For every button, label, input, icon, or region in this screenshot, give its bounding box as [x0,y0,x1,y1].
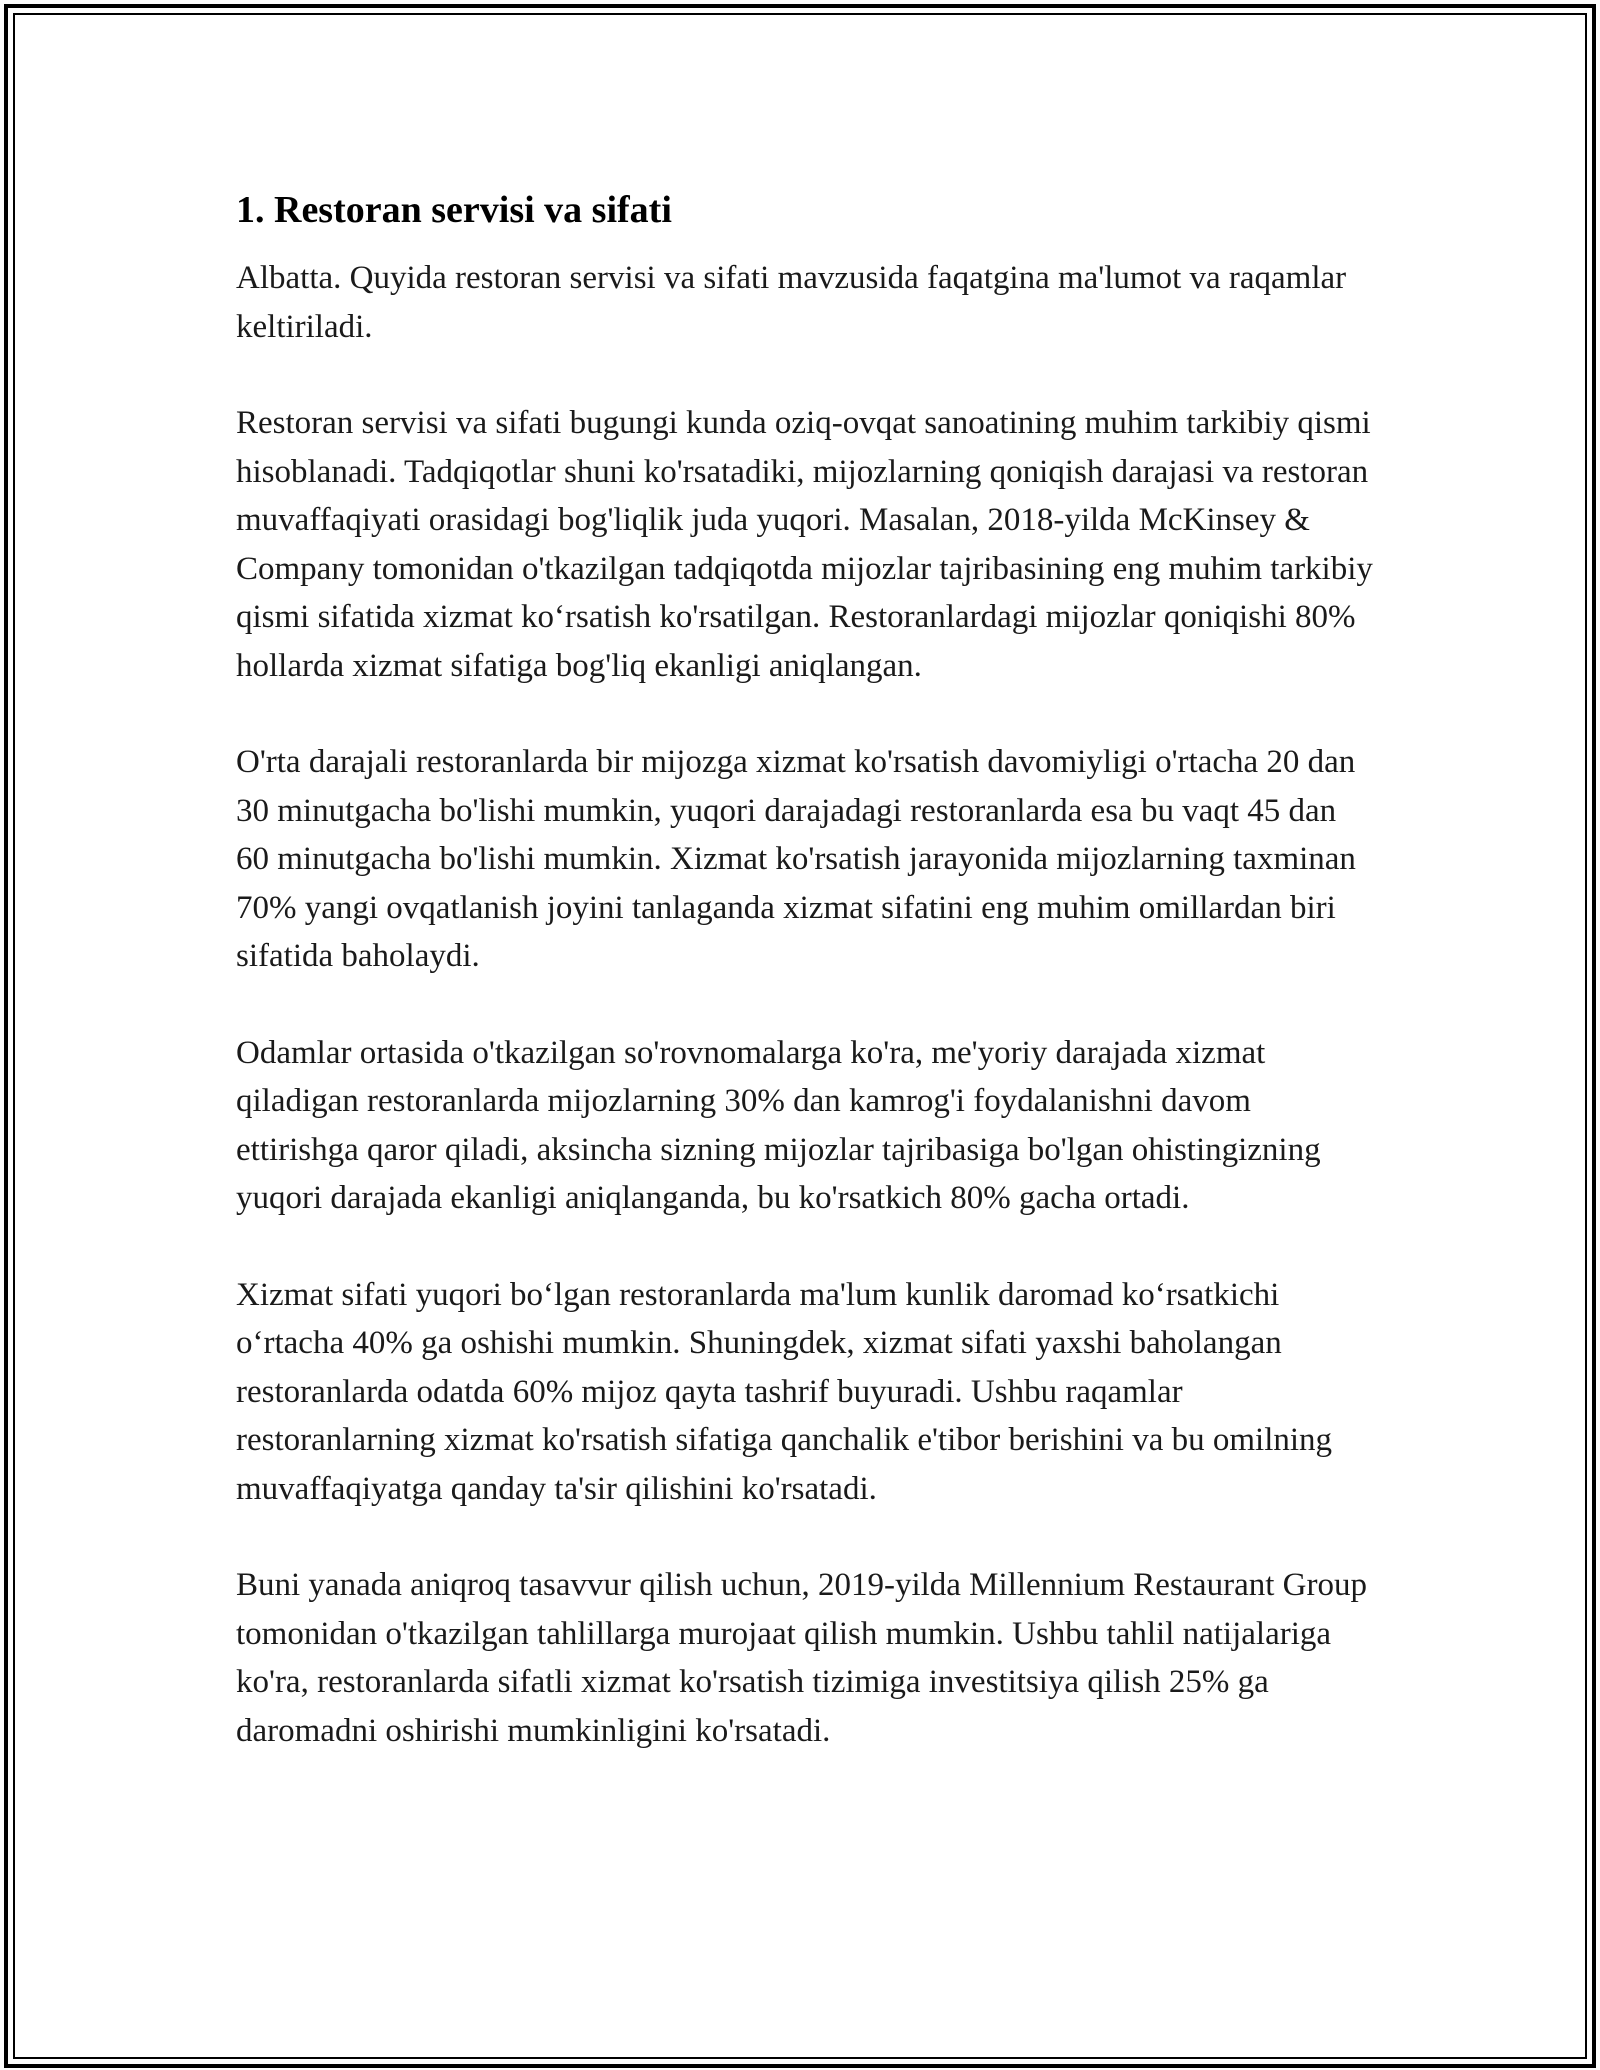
paragraph-survey: Odamlar ortasida o'tkazilgan so'rovnomalarga ko'ra, me'yoriy darajada xizmat qiladigan restoranlarda mijozlarning 30% dan kamrog'i foydalanishni davom ettirishga qaror qiladi, aksincha sizning mijozlar tajribasiga bo'lgan ohistingizning yuqori darajada ekanligi aniqlanganda, bu ko'rsatkich 80% gacha ortadi. [236,1034,1321,1216]
paragraph-investment: Buni yanada aniqroq tasavvur qilish uchun, 2019-yilda Millennium Restaurant Group tomonidan o'tkazilgan tahlillarga murojaat qilish mumkin. Ushbu tahlil natijalariga ko'ra, restoranlarda sifatli xizmat ko'rsatish tizimiga investitsiya qilish 25% ga daromadni oshirishi mumkinligini ko'rsatadi. [236,1567,1367,1749]
section-heading: 1. Restoran servisi va sifati [236,189,672,231]
paragraph-intro: Albatta. Quyida restoran servisi va sifati mavzusida faqatgina ma'lumot va raqamlar keltiriladi. [236,260,1347,345]
paragraph-importance: Restoran servisi va sifati bugungi kunda oziq-ovqat sanoatining muhim tarkibiy qismi hisoblanadi. Tadqiqotlar shuni ko'rsatadiki, mijozlarning qoniqish darajasi va restoran muvaffaqiyati orasidagi bog'liqlik juda yuqori. Masalan, 2018-yilda McKinsey & Company tomonidan o'tkazilgan tadqiqotda mijozlar tajribasining eng muhim tarkibiy qismi sifatida xizmat ko‘rsatish ko'rsatilgan. Restoranlardagi mijozlar qoniqishi 80% hollarda xizmat sifatiga bog'liq ekanligi aniqlangan. [236,405,1373,684]
document-body [236,186,1376,1803]
paragraph-revenue: Xizmat sifati yuqori bo‘lgan restoranlarda ma'lum kunlik daromad ko‘rsatkichi o‘rtacha 40% ga oshishi mumkin. Shuningdek, xizmat sifati yaxshi baholangan restoranlarda odatda 60% mijoz qayta tashrif buyuradi. Ushbu raqamlar restoranlarning xizmat ko'rsatish sifatiga qanchalik e'tibor berishini va bu omilning muvaffaqiyatga qanday ta'sir qilishini ko'rsatadi. [236,1276,1333,1507]
paragraph-service-duration: O'rta darajali restoranlarda bir mijozga xizmat ko'rsatish davomiyligi o'rtacha 20 dan 30 minutgacha bo'lishi mumkin, yuqori darajadagi restoranlarda esa bu vaqt 45 dan 60 minutgacha bo'lishi mumkin. Xizmat ko'rsatish jarayonida mijozlarning taxminan 70% yangi ovqatlanish joyini tanlaganda xizmat sifatini eng muhim omillardan biri sifatida baholaydi. [236,744,1356,974]
